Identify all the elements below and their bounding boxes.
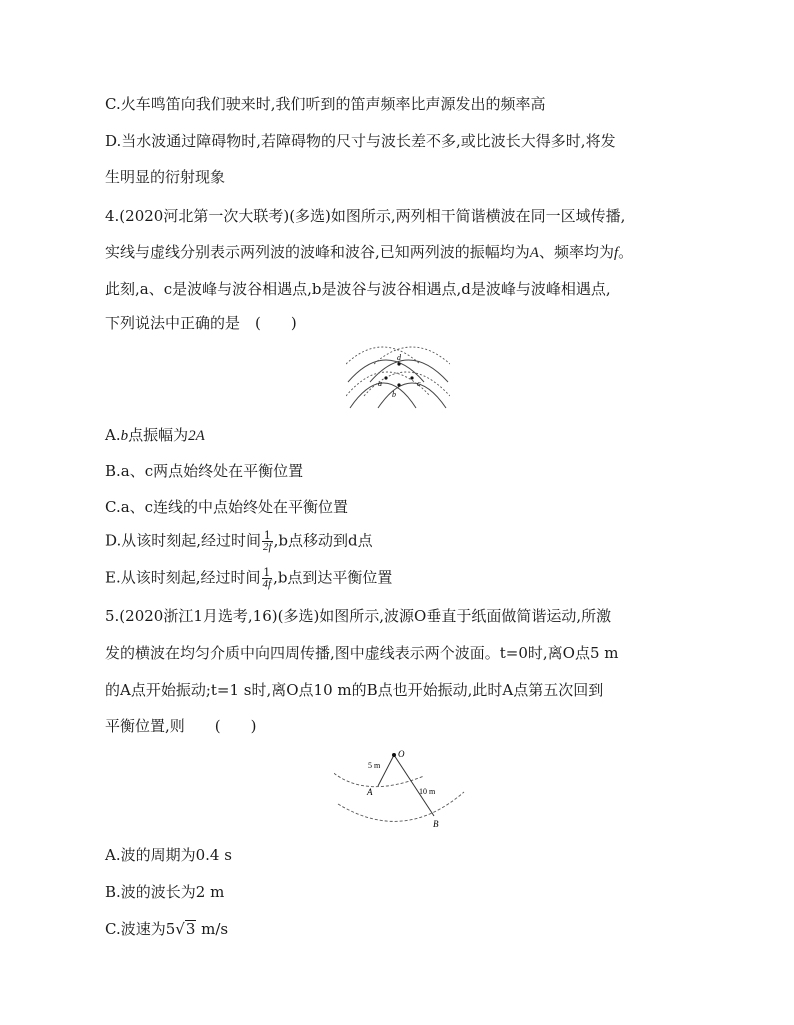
source-point-o [392, 753, 396, 757]
label-5m: 5 m [368, 761, 381, 770]
q4-option-d [105, 530, 373, 553]
fraction-numerator: 1 [263, 529, 271, 542]
option-e-suffix: ,b点到达平衡位置 [273, 568, 393, 587]
fraction-numerator: 1 [263, 566, 271, 579]
q5-stem-line2: 发的横波在均匀介质中向四周传播,图中虚线表示两个波面。t=0时,离O点5 m [105, 644, 619, 662]
fraction-denominator: 4f [262, 578, 272, 590]
q5-stem-line1: 5.(2020浙江1月选考,16)(多选)如图所示,波源O垂直于纸面做简谐运动,所激 [105, 607, 612, 625]
q5-stem-line4: 平衡位置,则 ( ) [105, 717, 257, 735]
q4-option-b: B.a、c两点始终处在平衡位置 [105, 462, 304, 480]
label-b: b [392, 390, 396, 399]
label-a: A [367, 787, 373, 797]
q4-option-c: C.a、c连线的中点始终处在平衡位置 [105, 498, 349, 516]
q4-stem-line4: 下列说法中正确的是 ( ) [105, 314, 297, 332]
line-o-b [394, 755, 434, 816]
q4-interference-figure [346, 340, 450, 412]
q4-stem-line1: 4.(2020河北第一次大联考)(多选)如图所示,两列相干简谐横波在同一区域传播, [105, 207, 626, 225]
q5-wavefront-figure [334, 748, 470, 836]
point-c [410, 376, 413, 379]
q3-option-d-line2: 生明显的衍射现象 [105, 168, 226, 186]
q4-stem-line3: 此刻,a、c是波峰与波谷相遇点,b是波谷与波谷相遇点,d是波峰与波峰相遇点, [105, 280, 611, 298]
option-d-fraction [262, 530, 273, 553]
option-d-suffix: ,b点移动到d点 [273, 531, 373, 550]
label-c: c [417, 379, 421, 388]
q4-stem-text-a: 实线与虚线分别表示两列波的波峰和波谷,已知两列波的振幅均为 [105, 243, 530, 261]
q5-option-c [105, 919, 228, 939]
q5-option-a: A.波的周期为0.4 s [105, 846, 232, 864]
radicand: 3 [185, 920, 196, 938]
q4-option-a [105, 425, 205, 446]
point-b [397, 383, 400, 386]
option-d-prefix: D.从该时刻起,经过时间 [105, 531, 262, 550]
option-a-value: 2A [188, 428, 205, 444]
option-a-symbol-b: b [120, 428, 129, 444]
outer-wavefront [338, 792, 464, 821]
option-c-prefix: C.波速为5 [105, 920, 176, 938]
option-e-prefix: E.从该时刻起,经过时间 [105, 568, 261, 587]
label-b: B [433, 819, 439, 829]
q3-option-c: C.火车鸣笛向我们驶来时,我们听到的笛声频率比声源发出的频率高 [105, 95, 546, 113]
label-a: a [378, 379, 382, 388]
amplitude-symbol: A [529, 245, 539, 261]
q4-stem-line2 [105, 242, 633, 263]
fraction-denominator: 2f [263, 541, 272, 553]
q5-stem-line3: 的A点开始振动;t=1 s时,离O点10 m的B点也开始振动,此时A点第五次回到 [105, 681, 604, 699]
trough-arc-4 [374, 347, 450, 364]
option-a-prefix: A. [105, 426, 121, 444]
label-o: O [398, 749, 405, 759]
q4-option-e [105, 567, 392, 590]
point-d [397, 362, 400, 365]
line-o-a [378, 755, 394, 786]
trough-arc-3 [346, 347, 420, 364]
label-d: d [397, 353, 401, 362]
q4-stem-text-b: 、频率均为 [538, 243, 614, 261]
option-a-text: 点振幅为 [128, 426, 189, 444]
crest-arc-2 [378, 383, 446, 408]
q5-option-b: B.波的波长为2 m [105, 883, 225, 901]
option-e-fraction [262, 567, 273, 590]
sqrt-symbol: √ [175, 920, 185, 938]
option-c-unit: m/s [196, 920, 229, 938]
q3-option-d-line1: D.当水波通过障碍物时,若障碍物的尺寸与波长差不多,或比波长大得多时,将发 [105, 132, 616, 150]
crest-arc-1 [350, 383, 416, 408]
q4-stem-text-c: 。 [618, 243, 634, 261]
point-a [384, 376, 387, 379]
label-10m: 10 m [419, 787, 436, 796]
frequency-symbol: f [613, 245, 619, 261]
